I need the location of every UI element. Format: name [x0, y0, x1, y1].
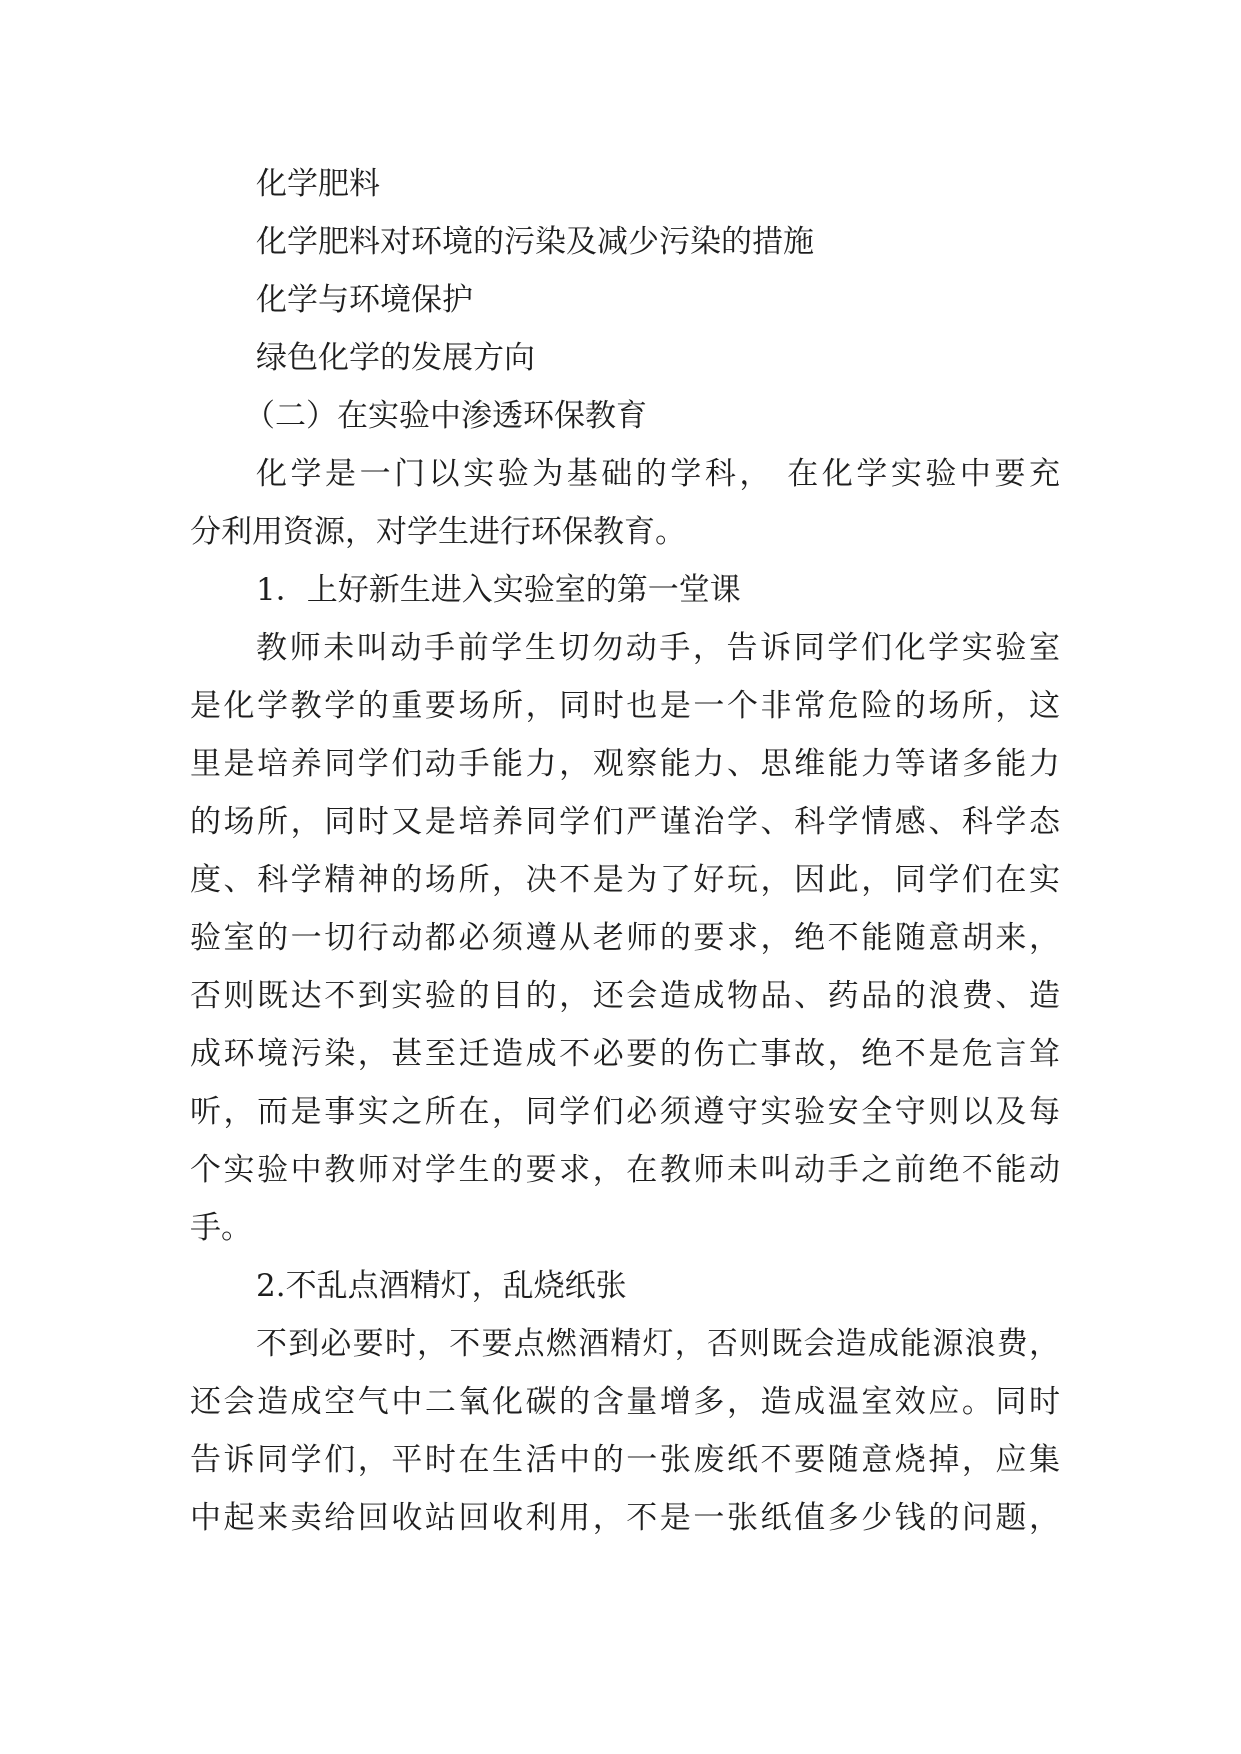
paragraph-line: 成环境污染，甚至迁造成不必要的伤亡事故，绝不是危言耸 [190, 1036, 1060, 1072]
list-item: 绿色化学的发展方向 [256, 340, 535, 376]
list-item: 化学与环境保护 [256, 282, 473, 318]
paragraph-line: 里是培养同学们动手能力，观察能力、思维能力等诸多能力 [190, 746, 1060, 782]
paragraph-line: 分利用资源，对学生进行环保教育。 [190, 514, 686, 550]
list-item: 化学肥料对环境的污染及减少污染的措施 [256, 224, 814, 260]
paragraph-line: 是化学教学的重要场所，同时也是一个非常危险的场所，这 [190, 688, 1060, 724]
section-heading: （二）在实验中渗透环保教育 [244, 398, 647, 434]
document-body [190, 155, 1060, 1547]
subsection-title: 1．上好新生进入实验室的第一堂课 [256, 572, 741, 608]
paragraph-line: 教师未叫动手前学生切勿动手，告诉同学们化学实验室 [256, 630, 1060, 666]
list-item: 化学肥料 [256, 166, 380, 202]
paragraph-line: 告诉同学们，平时在生活中的一张废纸不要随意烧掉，应集 [190, 1442, 1060, 1478]
paragraph-line: 还会造成空气中二氧化碳的含量增多，造成温室效应。同时 [190, 1384, 1060, 1420]
paragraph-line: 的场所，同时又是培养同学们严谨治学、科学情感、科学态 [190, 804, 1060, 840]
paragraph-line: 听，而是事实之所在，同学们必须遵守实验安全守则以及每 [190, 1094, 1060, 1130]
paragraph-line: 度、科学精神的场所，决不是为了好玩，因此，同学们在实 [190, 862, 1060, 898]
paragraph-line: 中起来卖给回收站回收利用，不是一张纸值多少钱的问题， [190, 1500, 1060, 1536]
paragraph-line: 验室的一切行动都必须遵从老师的要求，绝不能随意胡来， [190, 920, 1060, 956]
paragraph-line: 手。 [190, 1210, 252, 1246]
subsection-title: 2.不乱点酒精灯，乱烧纸张 [256, 1268, 627, 1304]
paragraph-line: 个实验中教师对学生的要求，在教师未叫动手之前绝不能动 [190, 1152, 1060, 1188]
paragraph-line: 不到必要时，不要点燃酒精灯，否则既会造成能源浪费， [256, 1326, 1060, 1362]
paragraph-line: 否则既达不到实验的目的，还会造成物品、药品的浪费、造 [190, 978, 1060, 1014]
paragraph-line: 化学是一门以实验为基础的学科， 在化学实验中要充 [256, 456, 1060, 492]
